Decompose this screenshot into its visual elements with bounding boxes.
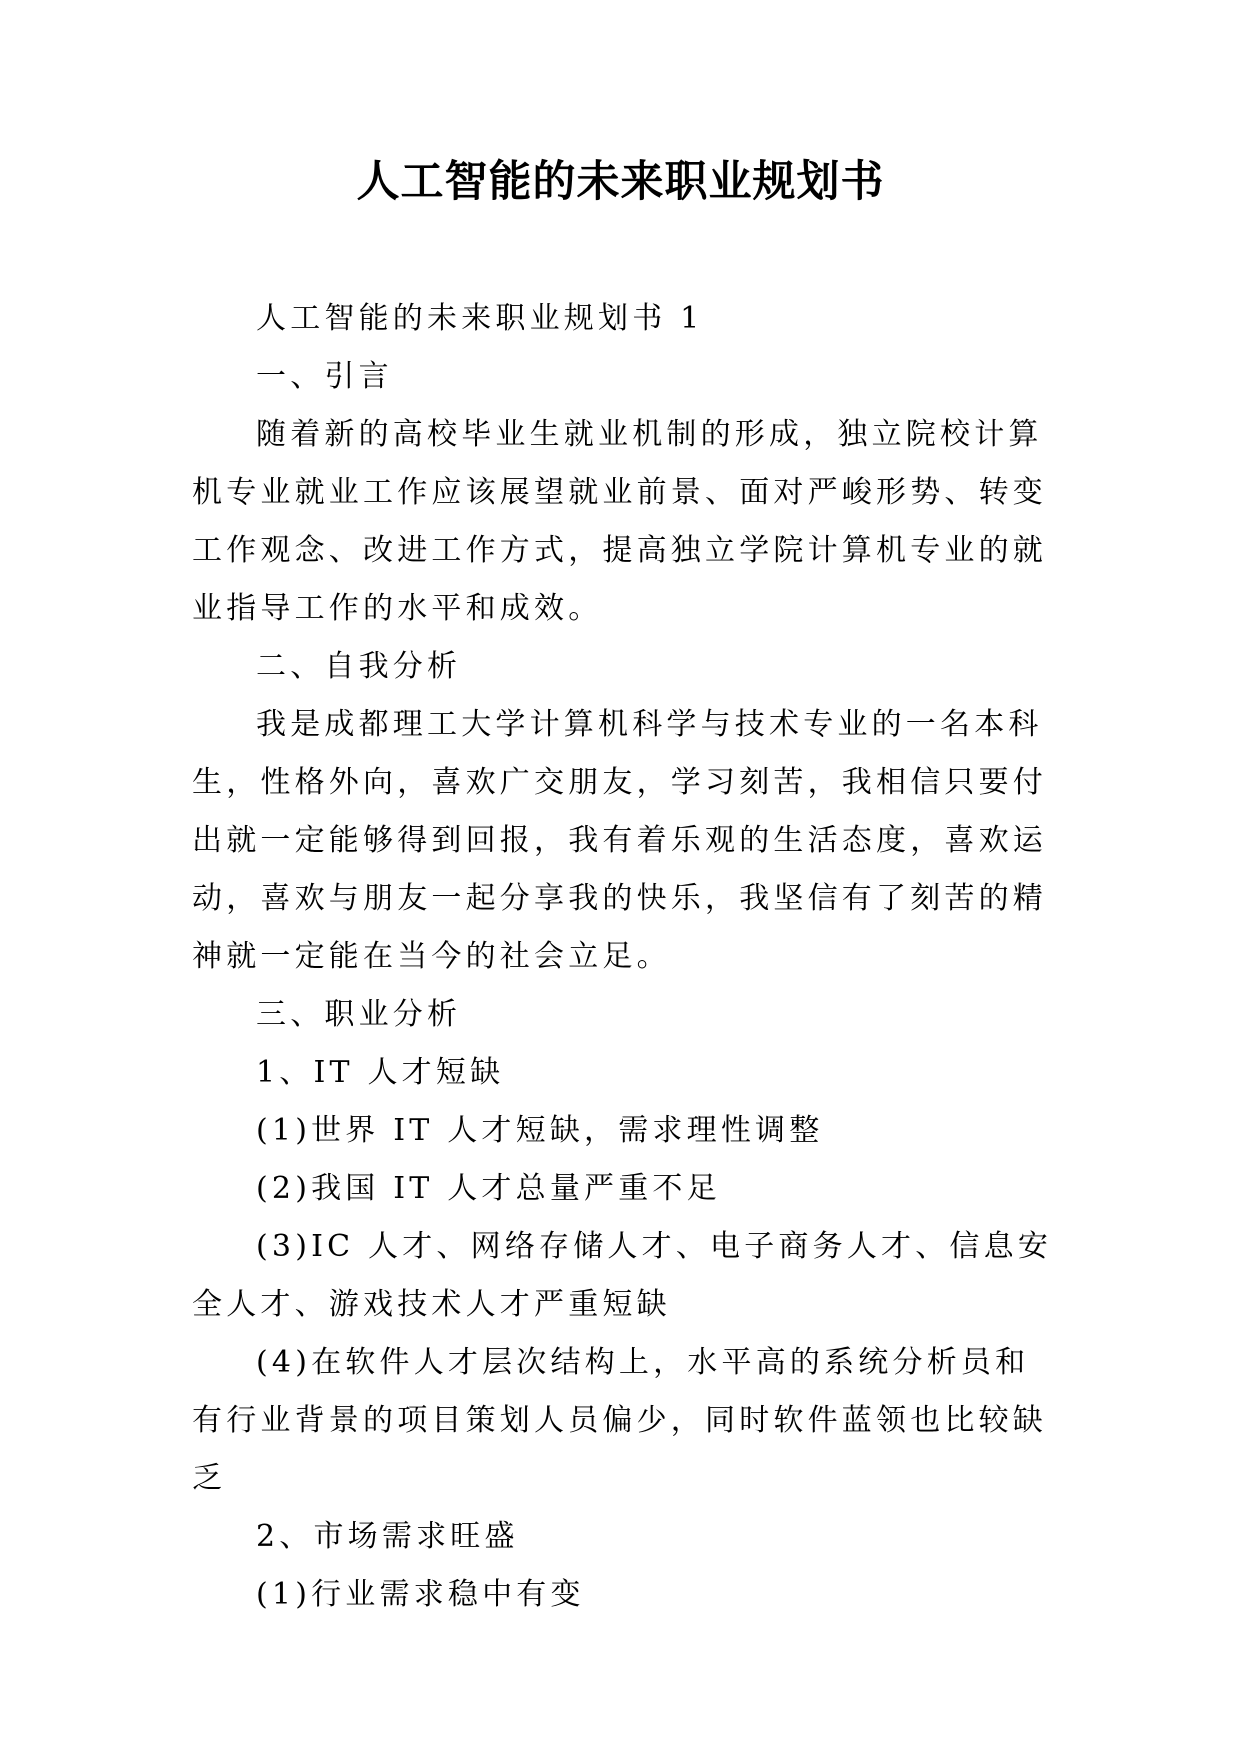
list-item-3: (3)IC 人才、网络存储人才、电子商务人才、信息安全人才、游戏技术人才严重短缺 bbox=[192, 1229, 1053, 1322]
paragraph-self-analysis: 我是成都理工大学计算机科学与技术专业的一名本科生，性格外向，喜欢广交朋友，学习刻苦，我相信只要付出就一定能够得到回报，我有着乐观的生活态度，喜欢运动，喜欢与朋友一起分享我的快乐，我坚信有了刻苦的精神就一定能在当今的社会立足。 bbox=[192, 707, 1047, 974]
page-title: 人工智能的未来职业规划书 bbox=[356, 157, 885, 207]
section-heading-self-analysis: 二、自我分析 bbox=[256, 649, 462, 684]
section-heading-introduction: 一、引言 bbox=[256, 359, 393, 394]
subheading-it-talent-shortage: 1、IT 人才短缺 bbox=[256, 1055, 505, 1090]
list-item-market-1: (1)行业需求稳中有变 bbox=[256, 1577, 585, 1612]
list-item-1: (1)世界 IT 人才短缺，需求理性调整 bbox=[256, 1113, 824, 1148]
paragraph-introduction: 随着新的高校毕业生就业机制的形成，独立院校计算机专业就业工作应该展望就业前景、面对严峻形势、转变工作观念、改进工作方式，提高独立学院计算机专业的就业指导工作的水平和成效。 bbox=[192, 417, 1047, 626]
section-heading-career-analysis: 三、职业分析 bbox=[256, 997, 462, 1032]
list-item-2: (2)我国 IT 人才总量严重不足 bbox=[256, 1171, 721, 1206]
document-body bbox=[192, 290, 1054, 1624]
paragraph-subtitle: 人工智能的未来职业规划书 1 bbox=[256, 301, 704, 336]
list-item-4: (4)在软件人才层次结构上，水平高的系统分析员和有行业背景的项目策划人员偏少，同时软件蓝领也比较缺乏 bbox=[192, 1345, 1047, 1496]
subheading-market-demand: 2、市场需求旺盛 bbox=[256, 1519, 519, 1554]
